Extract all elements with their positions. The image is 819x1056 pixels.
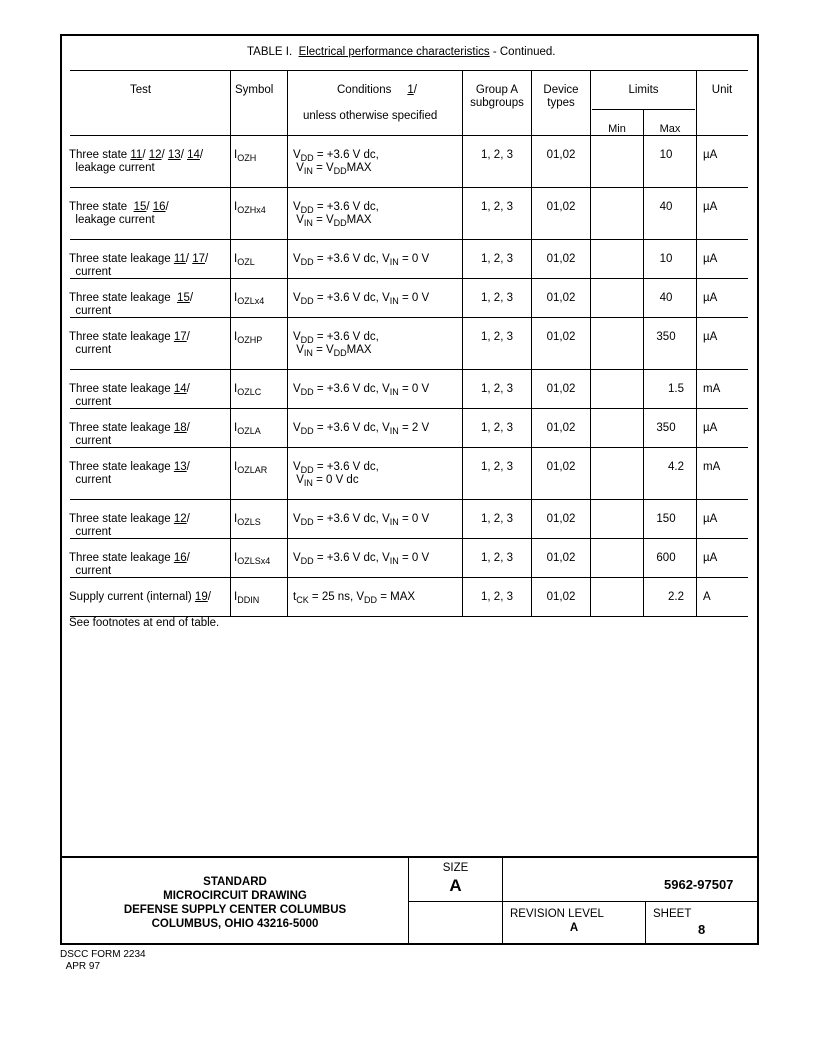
- symbol: $I_{OZHP}$: [234, 331, 263, 345]
- unit: mA: [703, 461, 721, 473]
- device-types: 01,02: [546, 201, 576, 213]
- org-block: STANDARD MICROCIRCUIT DRAWING DEFENSE SUPPLY CENTER COLUMBUS COLUMBUS, OHIO 43216-5000: [123, 876, 347, 930]
- symbol: $I_{OZLA}$: [234, 422, 261, 436]
- header-test: Test: [130, 84, 152, 96]
- row-divider: [70, 369, 748, 370]
- conditions: $t_{CK} = 25$ ns, $V_{DD}$ = MAX: [293, 591, 416, 605]
- limit-max: 150: [656, 513, 676, 525]
- conditions: $V_{DD} = +3.6$ V dc, $V_{IN} = 0$ V: [293, 253, 430, 267]
- unit: µA: [703, 513, 718, 525]
- group-a-subgroups: 1, 2, 3: [481, 383, 513, 395]
- test-name: Three state 11/ 12/ 13/ 14/ leakage current: [69, 149, 204, 174]
- conditions: $V_{DD} = +3.6$ V dc, $V_{IN} = 0$ V: [293, 552, 430, 566]
- test-name: Three state leakage 15/ current: [69, 292, 194, 317]
- group-a-subgroups: 1, 2, 3: [481, 461, 513, 473]
- header-group-a: Group A subgroups: [470, 84, 524, 109]
- limit-max: 40: [659, 292, 673, 304]
- device-types: 01,02: [546, 149, 576, 161]
- device-types: 01,02: [546, 383, 576, 395]
- conditions: $V_{DD} = +3.6$ V dc, $V_{IN} = 0$ V: [293, 513, 430, 527]
- unit: µA: [703, 422, 718, 434]
- test-name: Three state leakage 12/ current: [69, 513, 190, 538]
- device-types: 01,02: [546, 253, 576, 265]
- limit-max: 600: [656, 552, 676, 564]
- device-types: 01,02: [546, 461, 576, 473]
- group-a-subgroups: 1, 2, 3: [481, 591, 513, 603]
- unit: µA: [703, 149, 718, 161]
- device-types: 01,02: [546, 552, 576, 564]
- device-types: 01,02: [546, 292, 576, 304]
- test-name: Three state leakage 18/ current: [69, 422, 190, 447]
- header-max: Max: [659, 123, 681, 135]
- row-divider: [70, 278, 748, 279]
- group-a-subgroups: 1, 2, 3: [481, 201, 513, 213]
- sheet-value: 8: [698, 922, 706, 937]
- sheet-label: SHEET: [653, 908, 692, 920]
- limit-max: 350: [656, 422, 676, 434]
- limit-max: 350: [656, 331, 676, 343]
- unit: A: [703, 591, 711, 603]
- row-divider: [70, 317, 748, 318]
- test-name: Three state leakage 16/ current: [69, 552, 190, 577]
- form-id: DSCC FORM 2234 APR 97: [60, 949, 146, 972]
- unit: mA: [703, 383, 721, 395]
- page-frame: [60, 34, 759, 945]
- header-conditions: Conditions 1/: [337, 84, 417, 96]
- footnote-ref: See footnotes at end of table.: [69, 617, 220, 629]
- group-a-subgroups: 1, 2, 3: [481, 149, 513, 161]
- group-a-subgroups: 1, 2, 3: [481, 253, 513, 265]
- unit: µA: [703, 552, 718, 564]
- header-conditions-sub: unless otherwise specified: [303, 110, 438, 122]
- symbol: $I_{OZLx4}$: [234, 292, 265, 306]
- device-types: 01,02: [546, 513, 576, 525]
- revision-value: A: [569, 922, 579, 934]
- limit-max: 4.2: [668, 461, 684, 473]
- conditions: $V_{DD} = +3.6$ V dc, $V_{IN} = 0$ V dc: [293, 461, 379, 488]
- test-name: Three state leakage 13/ current: [69, 461, 190, 486]
- size-value: A: [449, 876, 462, 895]
- symbol: $I_{OZLSx4}$: [234, 552, 271, 566]
- symbol: $I_{OZH}$: [234, 149, 257, 163]
- row-divider: [70, 239, 748, 240]
- symbol: $I_{OZL}$: [234, 253, 255, 267]
- row-divider: [70, 538, 748, 539]
- revision-label: REVISION LEVEL: [510, 908, 604, 920]
- limit-max: 2.2: [668, 591, 684, 603]
- group-a-subgroups: 1, 2, 3: [481, 422, 513, 434]
- limit-max: 40: [659, 201, 673, 213]
- conditions: $V_{DD} = +3.6$ V dc, $V_{IN} = 0$ V: [293, 383, 430, 397]
- limit-max: 1.5: [668, 383, 684, 395]
- header-min: Min: [608, 123, 626, 135]
- symbol: $I_{DDIN}$: [234, 591, 260, 605]
- row-divider: [70, 408, 748, 409]
- conditions: $V_{DD} = +3.6$ V dc, $V_{IN} = V_{DD}MAX$: [293, 331, 379, 358]
- symbol: $I_{OZHx4}$: [234, 201, 266, 215]
- conditions: $V_{DD} = +3.6$ V dc, $V_{IN} = 2$ V: [293, 422, 430, 436]
- unit: µA: [703, 331, 718, 343]
- row-divider: [70, 187, 748, 188]
- conditions: $V_{DD} = +3.6$ V dc, $V_{IN} = V_{DD}MAX$: [293, 149, 379, 176]
- test-name: Three state 15/ 16/ leakage current: [69, 201, 169, 226]
- test-name: Three state leakage 11/ 17/ current: [69, 253, 209, 278]
- test-name: Supply current (internal) 19/: [69, 591, 211, 603]
- test-name: Three state leakage 14/ current: [69, 383, 190, 408]
- conditions: $V_{DD} = +3.6$ V dc, $V_{IN} = 0$ V: [293, 292, 430, 306]
- symbol: $I_{OZLS}$: [234, 513, 261, 527]
- symbol: $I_{OZLC}$: [234, 383, 262, 397]
- test-name: Three state leakage 17/ current: [69, 331, 190, 356]
- size-label: SIZE: [442, 862, 469, 874]
- group-a-subgroups: 1, 2, 3: [481, 331, 513, 343]
- header-device-types: Device types: [543, 84, 579, 109]
- device-types: 01,02: [546, 331, 576, 343]
- limit-max: 10: [659, 149, 673, 161]
- device-types: 01,02: [546, 591, 576, 603]
- unit: µA: [703, 253, 718, 265]
- table-title: TABLE I. Electrical performance characteristics - Continued.: [247, 46, 556, 58]
- row-divider: [70, 499, 748, 500]
- device-types: 01,02: [546, 422, 576, 434]
- header-unit: Unit: [711, 84, 733, 96]
- row-divider: [70, 447, 748, 448]
- header-symbol: Symbol: [235, 84, 274, 96]
- unit: µA: [703, 201, 718, 213]
- header-limits: Limits: [628, 84, 659, 96]
- group-a-subgroups: 1, 2, 3: [481, 292, 513, 304]
- limit-max: 10: [659, 253, 673, 265]
- drawing-number: 5962-97507: [664, 877, 734, 892]
- row-divider: [70, 577, 748, 578]
- group-a-subgroups: 1, 2, 3: [481, 513, 513, 525]
- unit: µA: [703, 292, 718, 304]
- group-a-subgroups: 1, 2, 3: [481, 552, 513, 564]
- symbol: $I_{OZLAR}$: [234, 461, 268, 475]
- conditions: $V_{DD} = +3.6$ V dc, $V_{IN} = V_{DD}MAX$: [293, 201, 379, 228]
